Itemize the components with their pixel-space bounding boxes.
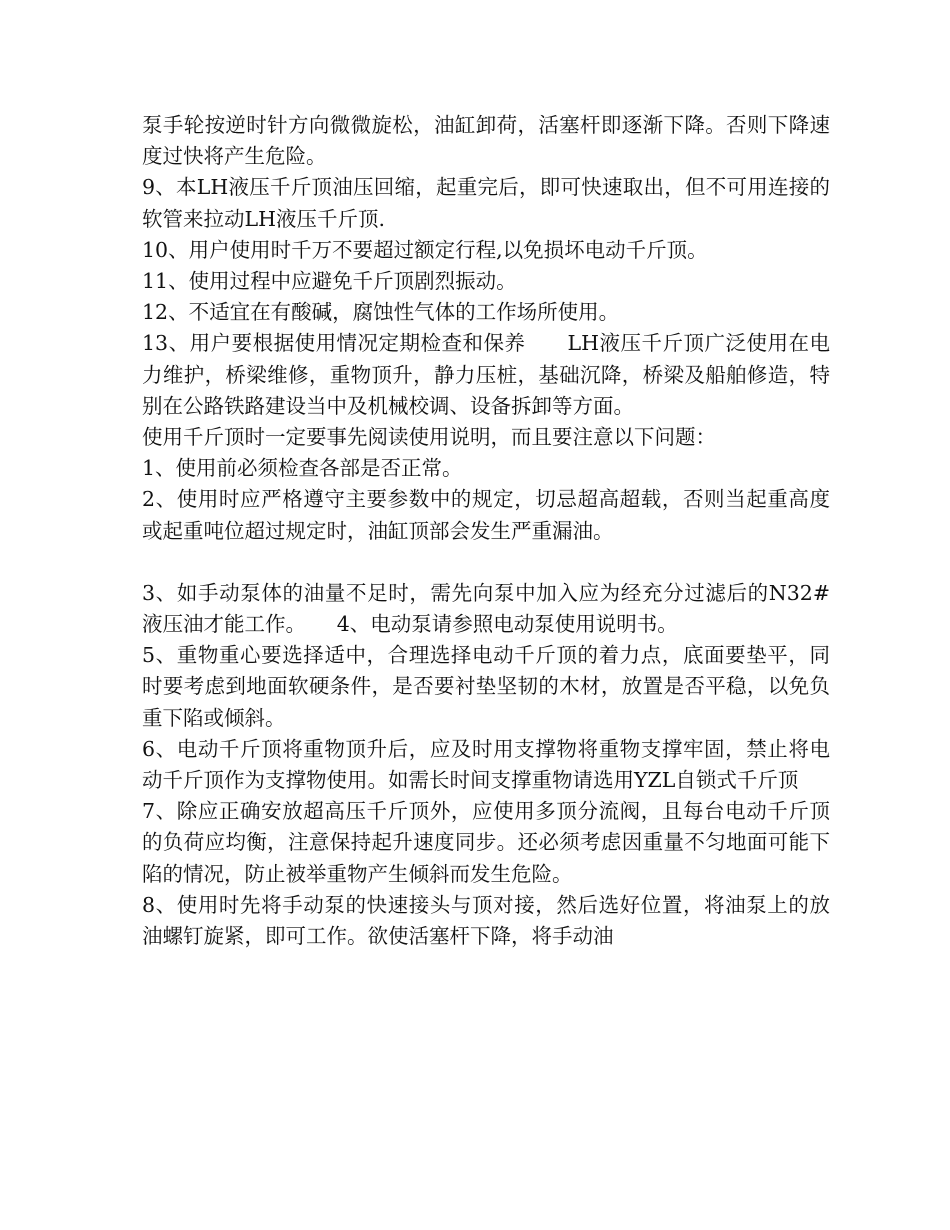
paragraph-pump-release: 泵手轮按逆时针方向微微旋松，油缸卸荷，活塞杆即逐渐下降。否则下降速度过快将产生危险。 <box>142 113 830 169</box>
paragraph-item-8: 8、使用时先将手动泵的快速接头与顶对接，然后选好位置，将油泵上的放油螺钉旋紧，即可工作。欲使活塞杆下降，将手动油 <box>142 892 830 949</box>
paragraph-item-7: 7、除应正确安放超高压千斤顶外，应使用多顶分流阀，且每台电动千斤顶的负荷应均衡，注意保持起升速度同步。还必须考虑因重量不匀地面可能下陷的情况，防止被举重物产生倾斜而发生危险。 <box>142 799 830 886</box>
paragraph-item-9: 9、本LH液压千斤顶油压回缩，起重完后，即可快速取出，但不可用连接的软管来拉动LH液压千斤顶. <box>142 175 830 231</box>
paragraph-item-13: 13、用户要根据使用情况定期检查和保养 LH液压千斤顶广泛使用在电力维护，桥梁维修，重物顶升，静力压桩，基础沉降，桥梁及船舶修造，特别在公路铁路建设当中及机械校调、设备拆卸等方面。 <box>142 331 830 418</box>
document-body <box>142 110 830 952</box>
paragraph-spacer <box>142 547 830 578</box>
paragraph-usage-intro: 使用千斤顶时一定要事先阅读使用说明，而且要注意以下问题： <box>142 425 716 450</box>
paragraph-item-5: 5、重物重心要选择适中，合理选择电动千斤顶的着力点，底面要垫平，同时要考虑到地面软硬条件，是否要衬垫坚韧的木材，放置是否平稳，以免负重下陷或倾斜。 <box>142 643 830 730</box>
paragraph-item-2: 2、使用时应严格遵守主要参数中的规定，切忌超高超载，否则当起重高度或起重吨位超过规定时，油缸顶部会发生严重漏油。 <box>142 487 830 543</box>
paragraph-item-1: 1、使用前必须检查各部是否正常。 <box>142 456 463 481</box>
paragraph-item-11: 11、使用过程中应避免千斤顶剧烈振动。 <box>142 269 517 294</box>
paragraph-item-12: 12、不适宜在有酸碱，腐蚀性气体的工作场所使用。 <box>142 300 620 325</box>
paragraph-item-10: 10、用户使用时千万不要超过额定行程,以免损坏电动千斤顶。 <box>142 237 708 262</box>
paragraph-item-3-4: 3、如手动泵体的油量不足时，需先向泵中加入应为经充分过滤后的N32#液压油才能工作。 4、电动泵请参照电动泵使用说明书。 <box>142 580 830 637</box>
paragraph-item-6: 6、电动千斤顶将重物顶升后，应及时用支撑物将重物支撑牢固，禁止将电动千斤顶作为支撑物使用。如需长时间支撑重物请选用YZL自锁式千斤顶 <box>142 736 830 793</box>
